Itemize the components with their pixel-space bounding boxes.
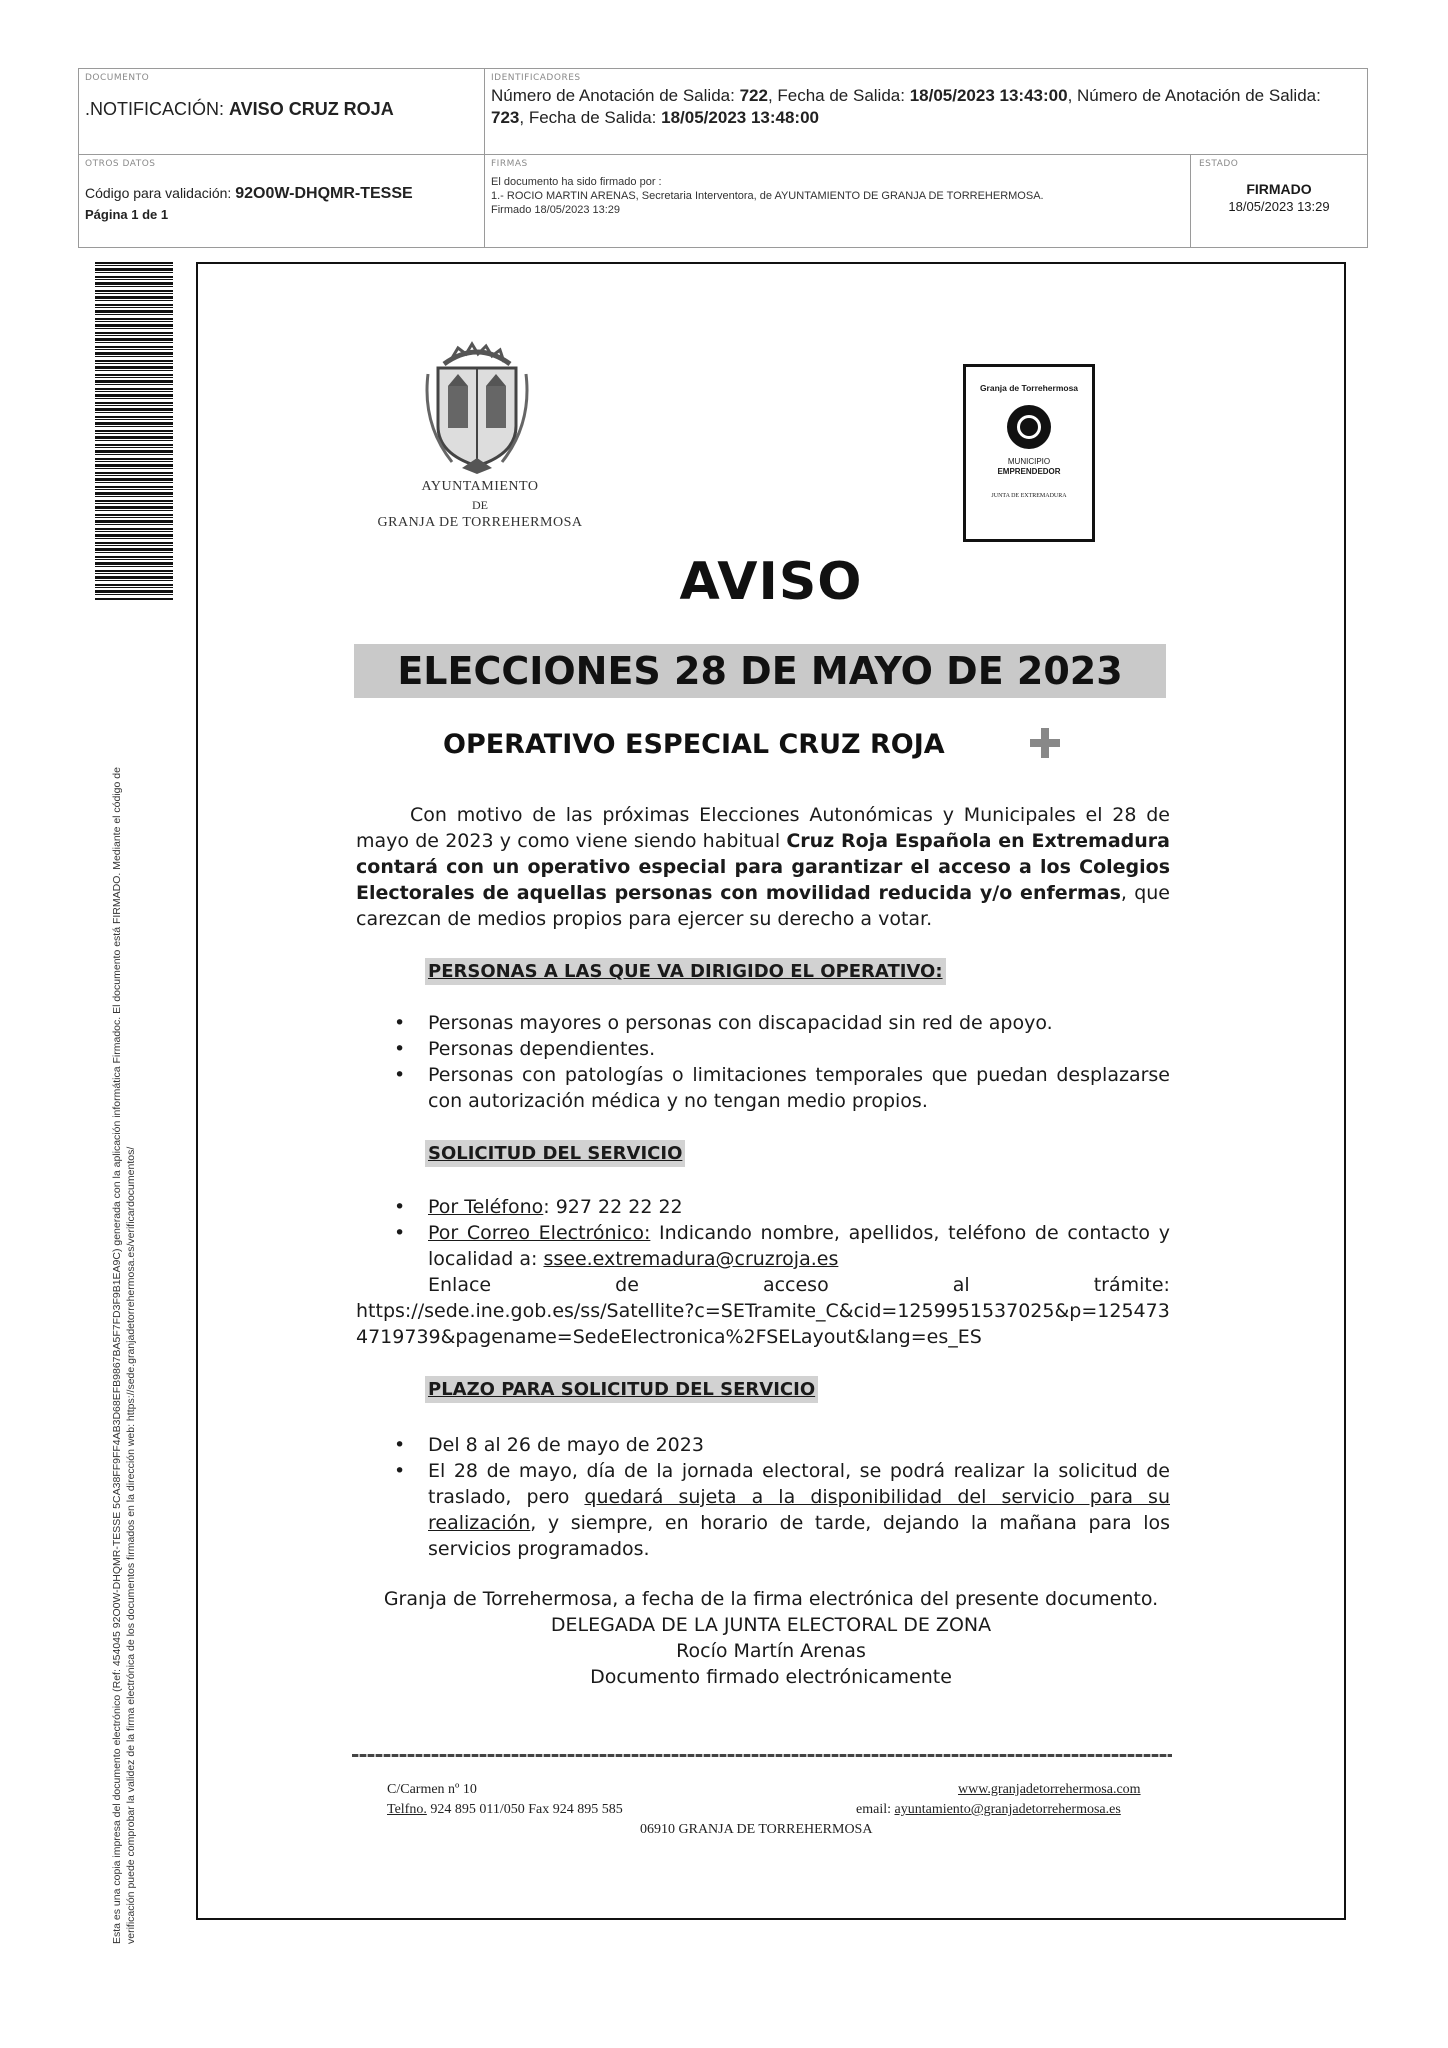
document-title: .NOTIFICACIÓN: AVISO CRUZ ROJA bbox=[85, 99, 394, 119]
identificadores-text: Número de Anotación de Salida: 722, Fecha de Salida: 18/05/2023 13:43:00, Número de Anotación de Salida: 723, Fecha de Salida: 18/05/2023 13:48:00 bbox=[491, 86, 1321, 127]
footer-phone: Telfno. 924 895 011/050 Fax 924 895 585 bbox=[387, 1802, 623, 1817]
ayuntamiento-letterhead: AYUNTAMIENTO DE GRANJA DE TORREHERMOSA bbox=[377, 479, 583, 530]
otros-datos-cell bbox=[79, 155, 485, 247]
municipio-emprendedor-badge: Granja de Torrehermosa MUNICIPIO EMPRENDEDOR JUNTA DE EXTREMADURA bbox=[963, 364, 1095, 542]
sign-line-role: DELEGADA DE LA JUNTA ELECTORAL DE ZONA bbox=[550, 1614, 992, 1636]
email-link[interactable]: ssee.extremadura@cruzroja.es bbox=[543, 1248, 839, 1270]
footer-email-link[interactable]: ayuntamiento@granjadetorrehermosa.es bbox=[894, 1802, 1121, 1817]
list-item: • Del 8 al 26 de mayo de 2023 bbox=[394, 1434, 704, 1456]
tramite-url[interactable]: https://sede.ine.gob.es/ss/Satellite?c=SETramite_C&cid=1259951537025&p=1254734719739&pagename=SedeElectronica%2FSELayout&lang=es_ES bbox=[356, 1300, 1170, 1348]
otros-datos-label: OTROS DATOS bbox=[85, 159, 156, 169]
intro-paragraph: Con motivo de las próximas Elecciones Autonómicas y Municipales el 28 de mayo de 2023 y como viene siendo habitual Cruz Roja Española en Extremadura contará con un operativo especial para garantizar el acceso a los Colegios Electorales de aquellas personas con movilidad reducida y/o enfermas, que carezcan de medios propios para ejercer su derecho a votar. bbox=[356, 804, 1170, 930]
footer-postal: 06910 GRANJA DE TORREHERMOSA bbox=[640, 1822, 873, 1837]
footer-web-link[interactable]: www.granjadetorrehermosa.com bbox=[958, 1782, 1141, 1797]
list-item: • El 28 de mayo, día de la jornada electoral, se podrá realizar la solicitud de traslado, pero quedará sujeta a la disponibilidad del servicio para su realización, y siempre, en horario de tarde, dejando la mañana para los servicios programados. bbox=[394, 1460, 1170, 1560]
list-item: • Personas mayores o personas con discapacidad sin red de apoyo. bbox=[394, 1012, 1053, 1034]
sign-line-electronic: Documento firmado electrónicamente bbox=[590, 1666, 952, 1688]
estado-cell bbox=[1191, 155, 1367, 247]
footer-address: C/Carmen nº 10 bbox=[387, 1782, 477, 1797]
page-number: Página 1 de 1 bbox=[85, 207, 169, 222]
personas-list bbox=[394, 1010, 1170, 1114]
list-item: • Personas con patologías o limitaciones temporales que puedan desplazarse con autorización médica y no tengan medio propios. bbox=[394, 1064, 1170, 1112]
barcode bbox=[95, 262, 173, 600]
footer-email: email: ayuntamiento@granjadetorrehermosa.es bbox=[856, 1802, 1121, 1817]
list-item-correo: • Por Correo Electrónico: Indicando nombre, apellidos, teléfono de contacto y localidad a: ssee.extremadura@cruzroja.es bbox=[394, 1222, 1170, 1270]
emprendedor-logo-icon bbox=[1007, 405, 1051, 449]
firmas-label: FIRMAS bbox=[491, 159, 528, 169]
document-metadata-header bbox=[78, 68, 1368, 248]
verification-side-text: Esta es una copia impresa del documento electrónico (Ref: 454045 92O0W-DHQMR-TESSE 5CA38FF9FF4AB3D68EFB9867BA5F7FD3F9B1EA9C) generada con la aplicación informática Firmadoc. El documento está FIRMADO. Mediante el código de verificación puede comprobar la validez de la firma electrónica de los documentos firmados en la dirección web: https://sede.granjadetorrehermosa.es/verificardocumentos/ bbox=[111, 767, 137, 1944]
validation-code: Código para validación: 92O0W-DHQMR-TESSE bbox=[85, 185, 413, 202]
firmas-text: El documento ha sido firmado por : 1.- ROCIO MARTIN ARENAS, Secretaria Interventora, de AYUNTAMIENTO DE GRANJA DE TORREHERMOSA. Firmado 18/05/2023 13:29 bbox=[491, 176, 1044, 216]
sign-line-place: Granja de Torrehermosa, a fecha de la firma electrónica del presente documento. bbox=[383, 1588, 1159, 1610]
list-item-telefono: • Por Teléfono: 927 22 22 22 bbox=[394, 1196, 683, 1218]
footer-divider bbox=[352, 1754, 1172, 1757]
firmas-cell bbox=[485, 155, 1191, 247]
solicitud-list bbox=[394, 1194, 1170, 1272]
section-heading-solicitud: SOLICITUD DEL SERVICIO bbox=[425, 1140, 685, 1167]
notice-title: AVISO bbox=[679, 552, 863, 612]
coat-of-arms-icon bbox=[422, 334, 532, 476]
identificadores-label: IDENTIFICADORES bbox=[491, 73, 581, 83]
notice-subtitle: ELECCIONES 28 DE MAYO DE 2023 bbox=[397, 649, 1123, 693]
estado-label: ESTADO bbox=[1199, 159, 1239, 169]
documento-cell bbox=[79, 69, 485, 155]
section-heading-plazo: PLAZO PARA SOLICITUD DEL SERVICIO bbox=[425, 1376, 818, 1403]
estado-value: FIRMADO bbox=[1246, 181, 1312, 197]
red-cross-icon bbox=[1030, 728, 1060, 758]
documento-label: DOCUMENTO bbox=[85, 73, 150, 83]
identificadores-cell bbox=[485, 69, 1367, 155]
enlace-line: Enlace de acceso al trámite: bbox=[428, 1274, 1170, 1296]
section-heading-personas: PERSONAS A LAS QUE VA DIRIGIDO EL OPERATIVO: bbox=[425, 958, 946, 985]
estado-date: 18/05/2023 13:29 bbox=[1228, 199, 1330, 214]
sign-line-name: Rocío Martín Arenas bbox=[676, 1640, 866, 1662]
plazo-list bbox=[394, 1432, 1170, 1562]
operativo-heading: OPERATIVO ESPECIAL CRUZ ROJA bbox=[443, 729, 945, 760]
list-item: • Personas dependientes. bbox=[394, 1038, 656, 1060]
